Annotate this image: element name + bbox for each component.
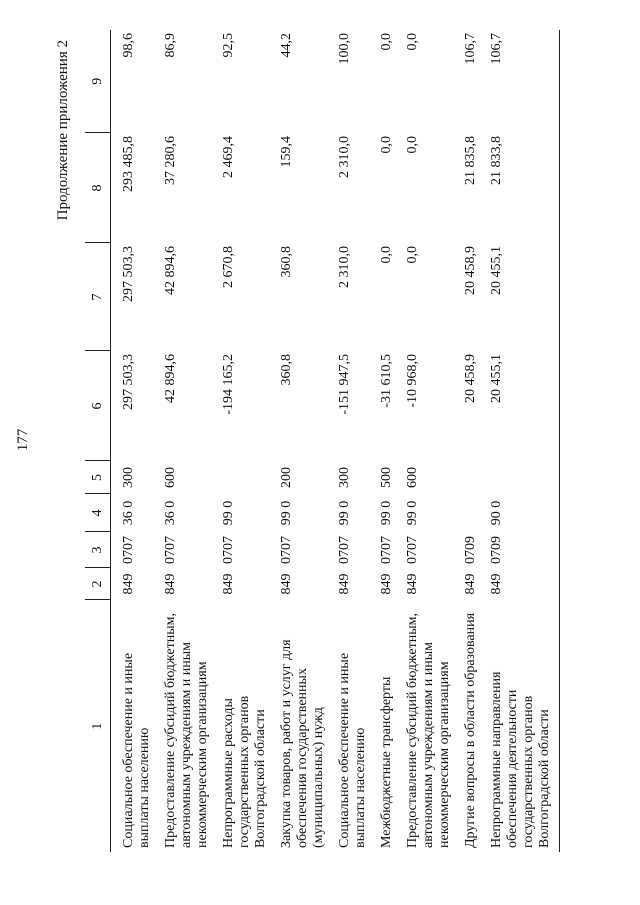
cell-section: 0707 [279,536,294,564]
cell-col6: 360,8 [279,354,294,386]
cell-expense-type: 500 [379,467,394,488]
page-number: 177 [15,428,31,452]
cell-program: 99 0 [337,500,352,526]
cell-expense-type: 200 [279,467,294,488]
cell-program: 99 0 [221,500,236,526]
cell-col9: 98,6 [121,33,136,58]
cell-col9: 106,7 [463,33,478,65]
table-header-row [85,30,111,852]
cell-col9: 92,5 [221,33,236,58]
cell-col7: 0,0 [379,246,394,264]
cell-col7: 42 894,6 [163,246,178,295]
cell-expense-type [211,461,269,494]
table-row [479,30,560,852]
cell-program: 90 0 [479,494,560,532]
cell-section: 0709 [463,536,478,564]
cell-ministry: 849 [279,573,294,595]
cell-expense-type [453,461,479,494]
cell-section: 0707 [405,536,420,564]
cell-col6: 42 894,6 [163,354,178,403]
cell-ministry: 849 [463,573,478,595]
cell-col6: 20 455,1 [479,351,560,461]
budget-table [85,30,560,852]
cell-col8: 159,4 [279,136,294,168]
cell-col8: 21 833,8 [479,133,560,243]
cell-col9: 44,2 [279,33,294,58]
column-header: 1 [85,600,111,852]
row-name: Другие вопросы в области образования [463,612,478,848]
table-row [395,30,453,852]
column-header: 7 [85,243,111,351]
cell-col6: -194 165,2 [221,354,236,415]
cell-col8: 0,0 [405,136,420,154]
row-name: Закупка товаров, работ и услуг для обеспечения государственных (муниципальных) нужд [279,639,326,848]
cell-expense-type: 600 [163,467,178,488]
table-row [269,30,327,852]
cell-col9: 0,0 [405,33,420,51]
cell-ministry: 849 [221,573,236,595]
cell-section: 0709 [479,532,560,568]
cell-program [453,494,479,532]
table-row [453,30,479,852]
table-row [369,30,395,852]
row-name: Социальное обеспечение и иные выплаты населению [121,652,152,848]
cell-col7: 0,0 [405,246,420,264]
row-name: Непрограммные расходы государственных органов Волгоградской области [221,695,268,848]
cell-col6: -31 610,5 [379,354,394,408]
cell-section: 0707 [221,536,236,564]
cell-section: 0707 [121,536,136,564]
cell-col8: 293 485,8 [121,136,136,192]
column-header: 8 [85,133,111,243]
cell-col7: 297 503,3 [121,246,136,302]
cell-expense-type: 300 [121,467,136,488]
cell-col8: 21 835,8 [463,136,478,185]
row-name: Социальное обеспечение и иные выплаты населению [337,652,368,848]
cell-col9: 106,7 [479,30,560,133]
cell-section: 0707 [337,536,352,564]
row-name: Предоставление субсидий бюджетным, автономным учреждениям и иным некоммерческим организациям [405,612,452,848]
cell-program: 36 0 [163,500,178,526]
cell-col7: 2 670,8 [221,246,236,288]
cell-expense-type [479,461,560,494]
cell-col6: -10 968,0 [405,354,420,408]
column-header: 3 [85,532,111,568]
row-name: Предоставление субсидий бюджетным, автономным учреждениям и иным некоммерческим организациям [163,612,210,848]
row-name: Межбюджетные трансферты [379,676,394,848]
cell-col8: 37 280,6 [163,136,178,185]
cell-section: 0707 [379,536,394,564]
column-header: 6 [85,351,111,461]
cell-ministry: 849 [479,568,560,600]
table-row [111,30,154,852]
column-header: 5 [85,461,111,494]
cell-col9: 100,0 [337,33,352,65]
cell-ministry: 849 [405,573,420,595]
column-header: 9 [85,30,111,133]
cell-program: 99 0 [279,500,294,526]
cell-col6: -151 947,5 [337,354,352,415]
cell-col7: 2 310,0 [337,246,352,288]
column-header: 2 [85,568,111,600]
cell-col6: 20 458,9 [463,354,478,403]
cell-col8: 2 310,0 [337,136,352,178]
cell-expense-type: 300 [337,467,352,488]
table-row [211,30,269,852]
cell-ministry: 849 [121,573,136,595]
cell-ministry: 849 [337,573,352,595]
cell-ministry: 849 [163,573,178,595]
cell-col9: 86,9 [163,33,178,58]
cell-col7: 360,8 [279,246,294,278]
cell-col7: 20 458,9 [463,246,478,295]
cell-expense-type: 600 [405,467,420,488]
column-header: 4 [85,494,111,532]
cell-col9: 0,0 [379,33,394,51]
cell-section: 0707 [163,536,178,564]
cell-ministry: 849 [379,573,394,595]
cell-program: 99 0 [405,500,420,526]
cell-col6: 297 503,3 [121,354,136,410]
cell-program: 36 0 [121,500,136,526]
appendix-caption: Продолжение приложения 2 [55,40,71,221]
row-name: Непрограммные направления обеспечения деятельности государственных органов Волгоградской области [479,600,560,852]
cell-col7: 20 455,1 [479,243,560,351]
cell-col8: 0,0 [379,136,394,154]
cell-program: 99 0 [379,500,394,526]
cell-col8: 2 469,4 [221,136,236,178]
table-row [153,30,211,852]
table-row [327,30,369,852]
